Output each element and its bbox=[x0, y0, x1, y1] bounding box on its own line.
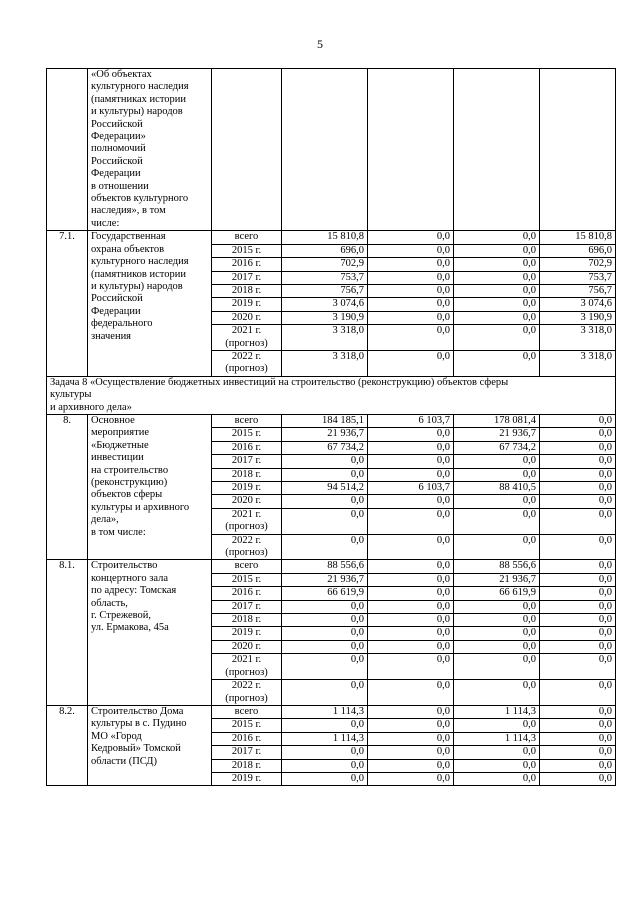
value-cell-col1: 21 936,7 bbox=[282, 428, 368, 441]
value-cell-col2: 0,0 bbox=[368, 600, 454, 613]
value-cell-col1: 67 734,2 bbox=[282, 441, 368, 454]
value-cell-col3: 0,0 bbox=[454, 654, 540, 680]
year-cell: 2021 г. (прогноз) bbox=[212, 654, 282, 680]
value-cell-col2: 0,0 bbox=[368, 258, 454, 271]
value-cell-col2: 0,0 bbox=[368, 587, 454, 600]
value-cell-col1: 3 074,6 bbox=[282, 298, 368, 311]
value-cell-col1: 0,0 bbox=[282, 455, 368, 468]
value-cell-col2: 0,0 bbox=[368, 455, 454, 468]
value-cell-col3: 21 936,7 bbox=[454, 428, 540, 441]
value-cell-col3: 0,0 bbox=[454, 495, 540, 508]
value-cell-col2: 0,0 bbox=[368, 654, 454, 680]
value-cell-col4: 0,0 bbox=[540, 772, 616, 785]
year-cell: 2021 г. (прогноз) bbox=[212, 508, 282, 534]
value-cell-col2: 0,0 bbox=[368, 614, 454, 627]
value-cell-col2: 0,0 bbox=[368, 284, 454, 297]
value-cell-col4: 3 074,6 bbox=[540, 298, 616, 311]
value-cell-col3: 0,0 bbox=[454, 600, 540, 613]
year-cell: 2018 г. bbox=[212, 468, 282, 481]
year-cell: 2019 г. bbox=[212, 298, 282, 311]
item-number: 7.1. bbox=[47, 231, 88, 376]
value-cell-col1: 756,7 bbox=[282, 284, 368, 297]
value-cell-col4: 0,0 bbox=[540, 654, 616, 680]
value-cell-col2: 0,0 bbox=[368, 231, 454, 244]
item-description: Государственная охрана объектов культурного наследия (памятников истории и культуры) народов Российской Федерации федерального значения bbox=[88, 231, 212, 376]
year-cell: 2017 г. bbox=[212, 271, 282, 284]
value-cell-col2: 0,0 bbox=[368, 298, 454, 311]
value-cell-col4: 702,9 bbox=[540, 258, 616, 271]
value-cell-col3: 0,0 bbox=[454, 350, 540, 376]
value-cell-col3: 0,0 bbox=[454, 244, 540, 257]
table-body bbox=[47, 69, 616, 786]
value-cell-col3: 0,0 bbox=[454, 258, 540, 271]
value-cell-col4: 0,0 bbox=[540, 573, 616, 586]
value-cell-col4: 0,0 bbox=[540, 627, 616, 640]
year-cell: 2016 г. bbox=[212, 258, 282, 271]
value-cell-col4: 0,0 bbox=[540, 495, 616, 508]
value-cell-col2: 0,0 bbox=[368, 719, 454, 732]
value-cell-col2: 0,0 bbox=[368, 534, 454, 560]
value-cell-col3: 0,0 bbox=[454, 746, 540, 759]
year-cell: 2017 г. bbox=[212, 600, 282, 613]
year-cell: 2016 г. bbox=[212, 732, 282, 745]
value-cell-col1: 15 810,8 bbox=[282, 231, 368, 244]
item-number: 8. bbox=[47, 414, 88, 559]
value-cell-col3: 0,0 bbox=[454, 614, 540, 627]
value-cell-col1: 21 936,7 bbox=[282, 573, 368, 586]
value-cell-col1: 0,0 bbox=[282, 534, 368, 560]
value-cell-col2: 0,0 bbox=[368, 732, 454, 745]
year-cell: 2018 г. bbox=[212, 614, 282, 627]
value-cell-col1: 0,0 bbox=[282, 654, 368, 680]
value-cell-col3: 178 081,4 bbox=[454, 414, 540, 427]
value-cell-col3: 1 114,3 bbox=[454, 732, 540, 745]
year-cell: всего bbox=[212, 231, 282, 244]
value-cell-col3: 0,0 bbox=[454, 640, 540, 653]
value-cell-col3: 0,0 bbox=[454, 719, 540, 732]
value-cell-col4: 15 810,8 bbox=[540, 231, 616, 244]
value-cell-col2: 0,0 bbox=[368, 627, 454, 640]
value-cell-col1: 88 556,6 bbox=[282, 560, 368, 573]
value-cell-col2: 0,0 bbox=[368, 244, 454, 257]
item-number: 8.2. bbox=[47, 705, 88, 785]
value-cell-col3: 0,0 bbox=[454, 508, 540, 534]
empty-cell bbox=[540, 69, 616, 231]
value-cell-col3: 88 556,6 bbox=[454, 560, 540, 573]
value-cell-col3: 0,0 bbox=[454, 627, 540, 640]
item-description: Строительство Дома культуры в с. Пудино МО «Город Кедровый» Томской области (ПСД) bbox=[88, 705, 212, 785]
value-cell-col3: 0,0 bbox=[454, 759, 540, 772]
value-cell-col1: 0,0 bbox=[282, 719, 368, 732]
year-cell: 2022 г. (прогноз) bbox=[212, 350, 282, 376]
value-cell-col3: 0,0 bbox=[454, 298, 540, 311]
year-cell: 2015 г. bbox=[212, 244, 282, 257]
year-cell: 2020 г. bbox=[212, 495, 282, 508]
table-row bbox=[47, 560, 616, 573]
value-cell-col4: 0,0 bbox=[540, 414, 616, 427]
value-cell-col2: 0,0 bbox=[368, 428, 454, 441]
value-cell-col4: 0,0 bbox=[540, 600, 616, 613]
value-cell-col1: 3 318,0 bbox=[282, 350, 368, 376]
year-cell: 2022 г. (прогноз) bbox=[212, 534, 282, 560]
value-cell-col2: 6 103,7 bbox=[368, 482, 454, 495]
value-cell-col2: 0,0 bbox=[368, 325, 454, 351]
empty-cell bbox=[282, 69, 368, 231]
year-cell: всего bbox=[212, 560, 282, 573]
value-cell-col3: 0,0 bbox=[454, 325, 540, 351]
value-cell-col2: 0,0 bbox=[368, 350, 454, 376]
value-cell-col3: 0,0 bbox=[454, 468, 540, 481]
item-description: Основное мероприятие «Бюджетные инвестиции на строительство (реконструкцию) объектов сферы культуры и архивного дела», в том числе: bbox=[88, 414, 212, 559]
value-cell-col3: 0,0 bbox=[454, 311, 540, 324]
value-cell-col4: 0,0 bbox=[540, 746, 616, 759]
value-cell-col1: 0,0 bbox=[282, 614, 368, 627]
value-cell-col4: 0,0 bbox=[540, 482, 616, 495]
value-cell-col1: 0,0 bbox=[282, 495, 368, 508]
value-cell-col2: 0,0 bbox=[368, 311, 454, 324]
value-cell-col1: 94 514,2 bbox=[282, 482, 368, 495]
value-cell-col2: 0,0 bbox=[368, 746, 454, 759]
value-cell-col4: 696,0 bbox=[540, 244, 616, 257]
year-cell: 2022 г. (прогноз) bbox=[212, 680, 282, 706]
intro-row bbox=[47, 69, 616, 231]
value-cell-col3: 21 936,7 bbox=[454, 573, 540, 586]
value-cell-col1: 753,7 bbox=[282, 271, 368, 284]
year-cell: 2018 г. bbox=[212, 284, 282, 297]
value-cell-col1: 0,0 bbox=[282, 468, 368, 481]
value-cell-col4: 0,0 bbox=[540, 759, 616, 772]
value-cell-col3: 88 410,5 bbox=[454, 482, 540, 495]
year-cell: всего bbox=[212, 414, 282, 427]
year-cell: 2015 г. bbox=[212, 428, 282, 441]
value-cell-col3: 0,0 bbox=[454, 271, 540, 284]
page-number: 5 bbox=[317, 37, 323, 51]
value-cell-col1: 0,0 bbox=[282, 680, 368, 706]
value-cell-col1: 184 185,1 bbox=[282, 414, 368, 427]
budget-table bbox=[46, 68, 616, 786]
value-cell-col3: 0,0 bbox=[454, 231, 540, 244]
intro-text: «Об объектах культурного наследия (памятниках истории и культуры) народов Российской Федерации» полномочий Российской Федерации в отношении объектов культурного наследия», в том числе: bbox=[88, 69, 212, 231]
value-cell-col4: 756,7 bbox=[540, 284, 616, 297]
value-cell-col2: 0,0 bbox=[368, 508, 454, 534]
value-cell-col3: 0,0 bbox=[454, 534, 540, 560]
value-cell-col4: 753,7 bbox=[540, 271, 616, 284]
value-cell-col4: 0,0 bbox=[540, 587, 616, 600]
value-cell-col4: 0,0 bbox=[540, 534, 616, 560]
task-heading: Задача 8 «Осуществление бюджетных инвестиций на строительство (реконструкцию) объектов сферы культуры и архивного дела» bbox=[47, 376, 616, 414]
value-cell-col4: 0,0 bbox=[540, 705, 616, 718]
year-cell: 2020 г. bbox=[212, 311, 282, 324]
value-cell-col4: 0,0 bbox=[540, 441, 616, 454]
year-cell: 2020 г. bbox=[212, 640, 282, 653]
year-cell: 2019 г. bbox=[212, 482, 282, 495]
value-cell-col1: 3 318,0 bbox=[282, 325, 368, 351]
value-cell-col3: 66 619,9 bbox=[454, 587, 540, 600]
value-cell-col1: 0,0 bbox=[282, 746, 368, 759]
year-cell: 2019 г. bbox=[212, 772, 282, 785]
value-cell-col1: 0,0 bbox=[282, 772, 368, 785]
empty-cell bbox=[212, 69, 282, 231]
value-cell-col2: 0,0 bbox=[368, 640, 454, 653]
value-cell-col3: 0,0 bbox=[454, 772, 540, 785]
value-cell-col1: 0,0 bbox=[282, 759, 368, 772]
value-cell-col1: 0,0 bbox=[282, 640, 368, 653]
value-cell-col1: 1 114,3 bbox=[282, 705, 368, 718]
value-cell-col4: 0,0 bbox=[540, 560, 616, 573]
value-cell-col3: 0,0 bbox=[454, 680, 540, 706]
value-cell-col3: 0,0 bbox=[454, 284, 540, 297]
value-cell-col1: 0,0 bbox=[282, 600, 368, 613]
value-cell-col1: 696,0 bbox=[282, 244, 368, 257]
value-cell-col4: 0,0 bbox=[540, 732, 616, 745]
value-cell-col1: 0,0 bbox=[282, 508, 368, 534]
value-cell-col1: 66 619,9 bbox=[282, 587, 368, 600]
value-cell-col4: 0,0 bbox=[540, 468, 616, 481]
year-cell: 2018 г. bbox=[212, 759, 282, 772]
value-cell-col2: 0,0 bbox=[368, 468, 454, 481]
year-cell: 2019 г. bbox=[212, 627, 282, 640]
value-cell-col4: 3 190,9 bbox=[540, 311, 616, 324]
value-cell-col2: 0,0 bbox=[368, 705, 454, 718]
value-cell-col4: 0,0 bbox=[540, 640, 616, 653]
value-cell-col2: 0,0 bbox=[368, 680, 454, 706]
value-cell-col2: 0,0 bbox=[368, 495, 454, 508]
task-row bbox=[47, 376, 616, 414]
value-cell-col1: 1 114,3 bbox=[282, 732, 368, 745]
item-number: 8.1. bbox=[47, 560, 88, 705]
value-cell-col3: 1 114,3 bbox=[454, 705, 540, 718]
value-cell-col2: 0,0 bbox=[368, 441, 454, 454]
value-cell-col2: 0,0 bbox=[368, 759, 454, 772]
year-cell: 2015 г. bbox=[212, 573, 282, 586]
value-cell-col4: 0,0 bbox=[540, 428, 616, 441]
value-cell-col4: 0,0 bbox=[540, 719, 616, 732]
value-cell-col2: 0,0 bbox=[368, 772, 454, 785]
value-cell-col4: 0,0 bbox=[540, 680, 616, 706]
year-cell: 2015 г. bbox=[212, 719, 282, 732]
year-cell: 2016 г. bbox=[212, 587, 282, 600]
table-row bbox=[47, 705, 616, 718]
empty-cell bbox=[368, 69, 454, 231]
empty-cell bbox=[454, 69, 540, 231]
value-cell-col1: 0,0 bbox=[282, 627, 368, 640]
value-cell-col4: 3 318,0 bbox=[540, 350, 616, 376]
value-cell-col4: 0,0 bbox=[540, 508, 616, 534]
value-cell-col2: 0,0 bbox=[368, 573, 454, 586]
value-cell-col4: 3 318,0 bbox=[540, 325, 616, 351]
year-cell: 2021 г. (прогноз) bbox=[212, 325, 282, 351]
value-cell-col2: 6 103,7 bbox=[368, 414, 454, 427]
value-cell-col4: 0,0 bbox=[540, 614, 616, 627]
year-cell: 2017 г. bbox=[212, 746, 282, 759]
table-row bbox=[47, 414, 616, 427]
year-cell: 2017 г. bbox=[212, 455, 282, 468]
value-cell-col1: 3 190,9 bbox=[282, 311, 368, 324]
value-cell-col2: 0,0 bbox=[368, 560, 454, 573]
value-cell-col3: 0,0 bbox=[454, 455, 540, 468]
item-description: Строительство концертного зала по адресу: Томская область, г. Стрежевой, ул. Ермакова, 45а bbox=[88, 560, 212, 705]
value-cell-col3: 67 734,2 bbox=[454, 441, 540, 454]
year-cell: 2016 г. bbox=[212, 441, 282, 454]
value-cell-col2: 0,0 bbox=[368, 271, 454, 284]
year-cell: всего bbox=[212, 705, 282, 718]
value-cell-col1: 702,9 bbox=[282, 258, 368, 271]
table-row bbox=[47, 231, 616, 244]
value-cell-col4: 0,0 bbox=[540, 455, 616, 468]
intro-num-cell bbox=[47, 69, 88, 231]
